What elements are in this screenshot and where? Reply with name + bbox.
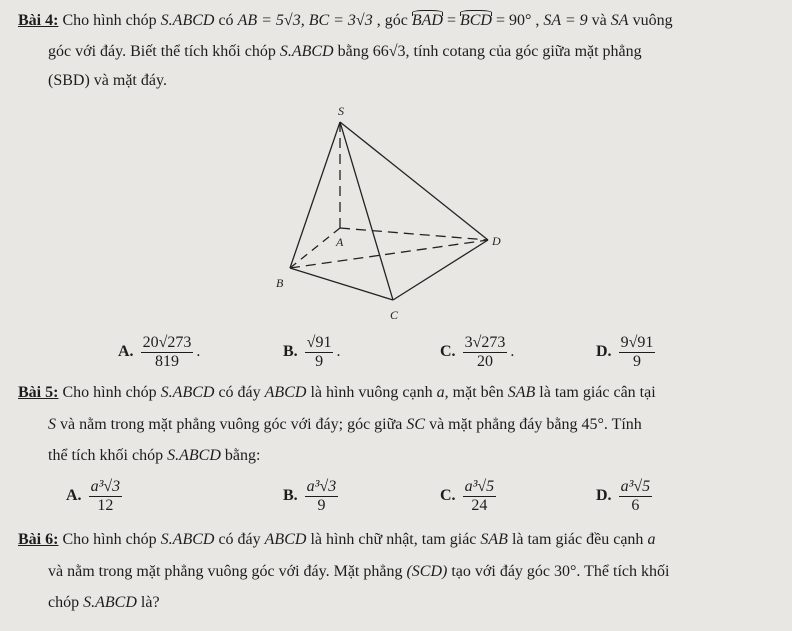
text: có <box>214 12 238 29</box>
text: và mặt phẳng đáy bằng <box>425 416 582 433</box>
b6-label: Bài 6: <box>18 531 59 548</box>
b4-option-c[interactable] <box>440 334 514 371</box>
option-key: A. <box>118 343 134 361</box>
text: và nằm trong mặt phẳng vuông góc với đáy. Mặt phẳng <box>48 563 407 580</box>
frac-num: 3√273 <box>464 334 506 351</box>
frac-den: 6 <box>631 497 640 514</box>
b4-option-a[interactable] <box>118 334 200 371</box>
angle-bcd: BCD <box>459 12 492 29</box>
text: SA <box>610 12 629 29</box>
text: vuông <box>628 12 673 29</box>
frac-num: a³√5 <box>620 478 651 495</box>
edge-sb <box>290 122 340 268</box>
edge-ad <box>340 228 488 240</box>
text: . <box>510 343 515 361</box>
label-d: D <box>492 234 501 248</box>
option-key: A. <box>66 487 82 505</box>
text: ABCD <box>264 384 307 401</box>
text: là tam giác đều cạnh <box>507 531 648 548</box>
text: và nằm trong mặt phẳng vuông góc với đáy; góc giữa <box>56 416 407 433</box>
edge-sd <box>340 122 488 240</box>
edge-cd <box>393 240 488 300</box>
edge-bc <box>290 268 393 300</box>
option-key: B. <box>283 487 298 505</box>
text: bằng: <box>220 447 261 464</box>
frac-den: 819 <box>154 353 179 370</box>
option-key: B. <box>283 343 298 361</box>
b5-option-a[interactable] <box>66 478 125 515</box>
text: 30° <box>554 563 577 580</box>
text: a <box>647 531 656 548</box>
b5-line1 <box>18 384 656 402</box>
b6-line3 <box>48 594 160 612</box>
frac-num: a³√3 <box>90 478 121 495</box>
b4-line1 <box>18 12 673 30</box>
text: 45° <box>581 416 604 433</box>
text: . Tính <box>603 416 642 433</box>
b5-option-d[interactable] <box>596 478 655 515</box>
b5-line3 <box>48 447 260 465</box>
text: S.ABCD <box>160 531 215 548</box>
text: . Thể tích khối <box>576 563 670 580</box>
text: chóp <box>48 594 84 611</box>
text: góc với đáy. Biết thể tích khối chóp <box>48 43 280 60</box>
text: S.ABCD <box>279 43 334 60</box>
option-key: C. <box>440 487 456 505</box>
text: và <box>587 12 611 29</box>
angle-bad: BAD <box>411 12 443 29</box>
text: có đáy <box>214 384 265 401</box>
label-b: B <box>276 276 284 290</box>
frac-num: 20√273 <box>142 334 192 351</box>
text: là hình vuông cạnh <box>306 384 437 401</box>
text: tạo với đáy góc <box>447 563 555 580</box>
b4-label: Bài 4: <box>18 12 59 29</box>
frac-num: a³√5 <box>464 478 495 495</box>
text: S.ABCD <box>160 384 215 401</box>
text: , tính cotang của góc giữa mặt phẳng <box>405 43 642 60</box>
text: Cho hình chóp <box>58 384 161 401</box>
b6-line2 <box>48 563 669 581</box>
text: SAB <box>480 531 508 548</box>
text: là? <box>136 594 160 611</box>
frac-num: a³√3 <box>306 478 337 495</box>
frac-den: 9 <box>317 497 326 514</box>
text: = 90° , <box>491 12 544 29</box>
frac-den: 24 <box>471 497 488 514</box>
edge-sc <box>340 122 393 300</box>
pyramid-figure <box>260 100 520 325</box>
option-key: C. <box>440 343 456 361</box>
option-key: D. <box>596 487 612 505</box>
frac-num: 9√91 <box>620 334 654 351</box>
b4-option-d[interactable] <box>596 334 658 371</box>
frac-den: 9 <box>315 353 324 370</box>
b5-label: Bài 5: <box>18 384 59 401</box>
text: Cho hình chóp <box>58 12 161 29</box>
math-volume: 66√3 <box>372 43 406 60</box>
text: , góc <box>372 12 412 29</box>
frac-den: 12 <box>97 497 114 514</box>
b4-line2 <box>48 43 642 61</box>
text: thể tích khối chóp <box>48 447 168 464</box>
frac-den: 9 <box>632 353 641 370</box>
text: , mặt bên <box>444 384 508 401</box>
text: Cho hình chóp <box>58 531 161 548</box>
option-key: D. <box>596 343 612 361</box>
b4-line3: (SBD) và mặt đáy. <box>48 72 167 89</box>
frac-den: 20 <box>476 353 493 370</box>
edge-bd <box>290 240 488 268</box>
text: S.ABCD <box>167 447 221 464</box>
text: là hình chữ nhật, tam giác <box>306 531 481 548</box>
text: = <box>442 12 460 29</box>
label-c: C <box>390 308 399 322</box>
text: (SCD) <box>406 563 448 580</box>
b6-line1 <box>18 531 655 549</box>
label-s: S <box>338 104 344 118</box>
b4-option-b[interactable] <box>283 334 340 371</box>
math-sa: SA = 9 <box>543 12 588 29</box>
text: ABCD <box>264 531 307 548</box>
text: SC <box>406 416 426 433</box>
label-a: A <box>336 235 344 249</box>
b5-line2 <box>48 416 642 434</box>
math-ab-bc: AB = 5√3, BC = 3√3 <box>237 12 373 29</box>
text: . <box>336 343 341 361</box>
text: S.ABCD <box>160 12 215 29</box>
b5-option-b[interactable] <box>283 478 341 515</box>
text: bằng <box>333 43 373 60</box>
text: . <box>196 343 201 361</box>
text: SAB <box>507 384 536 401</box>
b5-option-c[interactable] <box>440 478 499 515</box>
text: có đáy <box>214 531 265 548</box>
text: a <box>436 384 445 401</box>
frac-num: √91 <box>306 334 332 351</box>
text: S.ABCD <box>83 594 137 611</box>
text: là tam giác cân tại <box>535 384 656 401</box>
text: S <box>48 416 56 433</box>
